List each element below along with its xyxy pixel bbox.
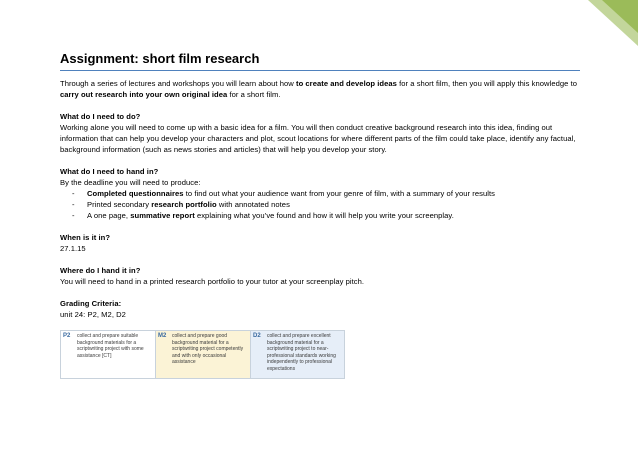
list-item: - A one page, summative report explaining what you’ve found and how it will help you write your screenplay.: [72, 211, 454, 220]
page-title: Assignment: short film research: [60, 51, 260, 66]
where-heading: Where do I hand it in?: [60, 266, 141, 275]
criterion-text: collect and prepare suitable background materials for a scriptwriting project with some assistance [CT]: [77, 333, 144, 359]
intro-paragraph: Through a series of lectures and workshops you will learn about how to create and develop ideas for a short film, then you will apply this knowledge to carry out research into your own original idea for a short film.: [60, 79, 578, 99]
criterion-text: collect and prepare good background material for a scriptwriting project competently and with only occasional assistance: [172, 333, 244, 366]
list-item: - Printed secondary research portfolio with annotated notes: [72, 200, 290, 209]
when-heading: When is it in?: [60, 233, 111, 242]
criterion-code: P2: [63, 333, 71, 339]
criterion-cell: [250, 331, 344, 378]
grading-criteria-table: [60, 330, 345, 379]
criterion-code: D2: [253, 333, 261, 339]
criterion-cell: [155, 331, 250, 378]
document-body: [60, 78, 580, 320]
criterion-cell: [61, 331, 155, 378]
where-text: You will need to hand in a printed research portfolio to your tutor at your screenplay pitch.: [60, 277, 365, 286]
title-underline: [60, 70, 580, 71]
grading-heading: Grading Criteria:: [60, 299, 122, 308]
due-date: 27.1.15: [60, 244, 86, 253]
what-heading: What do I need to do?: [60, 112, 141, 121]
grading-unit: unit 24: P2, M2, D2: [60, 310, 126, 319]
what-text: Working alone you will need to come up with a basic idea for a film. You will then conduct creative background research into this idea, finding out information that can help you develop your characters and plot, scout locations for where different parts of the film could take place, identify any factual, background information (such as news stories and articles) that will help you develop your story.: [60, 123, 576, 154]
handin-lead: By the deadline you will need to produce:: [60, 178, 201, 187]
deliverables-list: [60, 188, 580, 221]
page-corner-decoration: [588, 0, 638, 46]
criterion-text: collect and prepare excellent background material for a scriptwriting project to near-professional standards working independently to professional expectations: [267, 333, 336, 372]
criterion-code: M2: [158, 333, 167, 339]
list-item: - Completed questionnaires to find out what your audience want from your genre of film, with a summary of your results: [72, 189, 496, 198]
handin-heading: What do I need to hand in?: [60, 167, 159, 176]
